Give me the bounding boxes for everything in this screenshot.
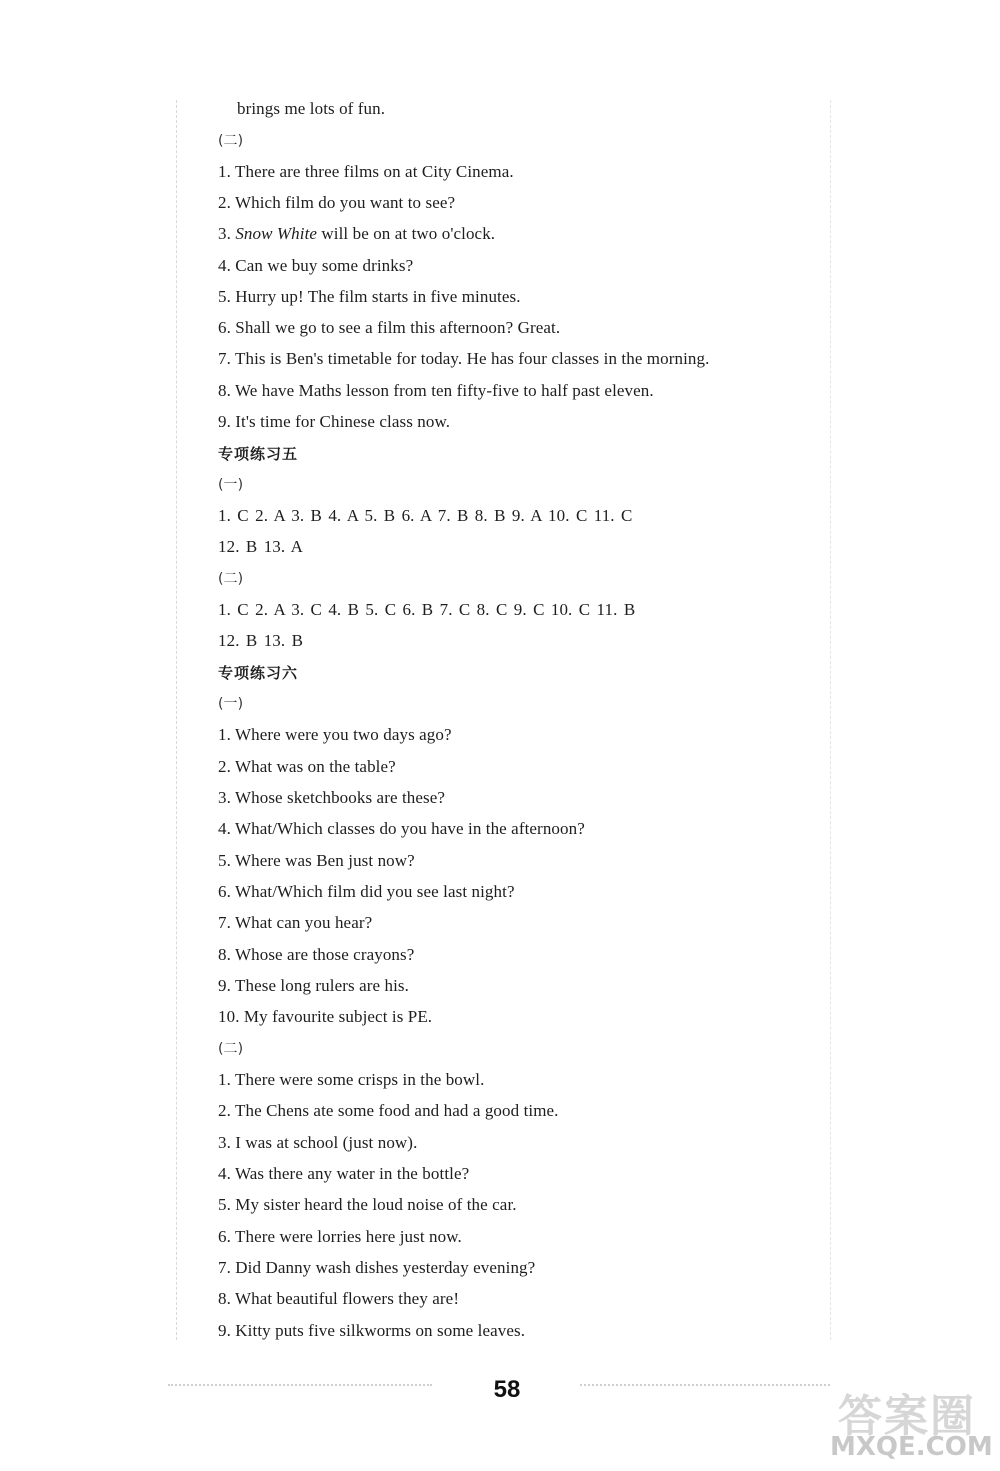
watermark-logo: 答案圈 bbox=[838, 1391, 976, 1442]
answer-line: 8. Whose are those crayons? bbox=[218, 945, 415, 964]
answer-line: 8. We have Maths lesson from ten fifty-five to half past eleven. bbox=[218, 381, 654, 400]
answer-line: 6. What/Which film did you see last night? bbox=[218, 882, 515, 901]
watermark-url: MXQE.COM bbox=[830, 1432, 993, 1462]
answer-line: 3. Snow White will be on at two o'clock. bbox=[218, 224, 496, 243]
answer-line: 9. It's time for Chinese class now. bbox=[218, 412, 451, 431]
right-margin-rule bbox=[830, 100, 831, 1340]
section-label: (二) bbox=[218, 133, 244, 149]
answer-line: 7. What can you hear? bbox=[218, 913, 373, 932]
answer-line: 4. What/Which classes do you have in the afternoon? bbox=[218, 819, 585, 838]
answer-line: 5. Where was Ben just now? bbox=[218, 851, 415, 870]
answer-line: 1. There are three films on at City Cinema. bbox=[218, 162, 514, 181]
footer-rule-left bbox=[168, 1384, 432, 1386]
answer-line: 9. Kitty puts five silkworms on some leaves. bbox=[218, 1321, 526, 1340]
footer-rule-right bbox=[580, 1384, 830, 1386]
answer-key-line: 1. C 2. A 3. C 4. B 5. C 6. B 7. C 8. C 9. C 10. C 11. B bbox=[218, 600, 636, 619]
page-number: 58 bbox=[493, 1376, 521, 1403]
answer-line: 3. I was at school (just now). bbox=[218, 1133, 418, 1152]
answer-line: 1. Where were you two days ago? bbox=[218, 725, 452, 744]
answer-line: 6. There were lorries here just now. bbox=[218, 1227, 462, 1246]
section-label: (一) bbox=[218, 477, 244, 493]
answer-line: 8. What beautiful flowers they are! bbox=[218, 1289, 460, 1308]
answer-line: 7. Did Danny wash dishes yesterday evening? bbox=[218, 1258, 536, 1277]
left-margin-rule bbox=[176, 100, 177, 1340]
answer-key-line: 12. B 13. A bbox=[218, 537, 304, 556]
answer-line: 2. The Chens ate some food and had a good time. bbox=[218, 1101, 559, 1120]
answer-line: 6. Shall we go to see a film this afternoon? Great. bbox=[218, 318, 561, 337]
text-line: brings me lots of fun. bbox=[237, 99, 386, 118]
section-heading: 专项练习六 bbox=[218, 664, 299, 682]
answer-line: 2. What was on the table? bbox=[218, 757, 396, 776]
answer-line: 5. Hurry up! The film starts in five minutes. bbox=[218, 287, 521, 306]
answer-key-line: 12. B 13. B bbox=[218, 631, 304, 650]
answer-line: 7. This is Ben's timetable for today. He has four classes in the morning. bbox=[218, 349, 710, 368]
answer-line: 3. Whose sketchbooks are these? bbox=[218, 788, 446, 807]
answer-line: 5. My sister heard the loud noise of the car. bbox=[218, 1195, 517, 1214]
section-label: (一) bbox=[218, 696, 244, 712]
answer-line: 9. These long rulers are his. bbox=[218, 976, 409, 995]
answer-line: 2. Which film do you want to see? bbox=[218, 193, 456, 212]
answer-line: 4. Can we buy some drinks? bbox=[218, 256, 414, 275]
section-label: (二) bbox=[218, 571, 244, 587]
answer-key-line: 1. C 2. A 3. B 4. A 5. B 6. A 7. B 8. B 9. A 10. C 11. C bbox=[218, 506, 633, 525]
answer-line: 1. There were some crisps in the bowl. bbox=[218, 1070, 485, 1089]
answer-line: 10. My favourite subject is PE. bbox=[218, 1007, 433, 1026]
section-heading: 专项练习五 bbox=[218, 445, 299, 463]
answer-line: 4. Was there any water in the bottle? bbox=[218, 1164, 470, 1183]
section-label: (二) bbox=[218, 1041, 244, 1057]
